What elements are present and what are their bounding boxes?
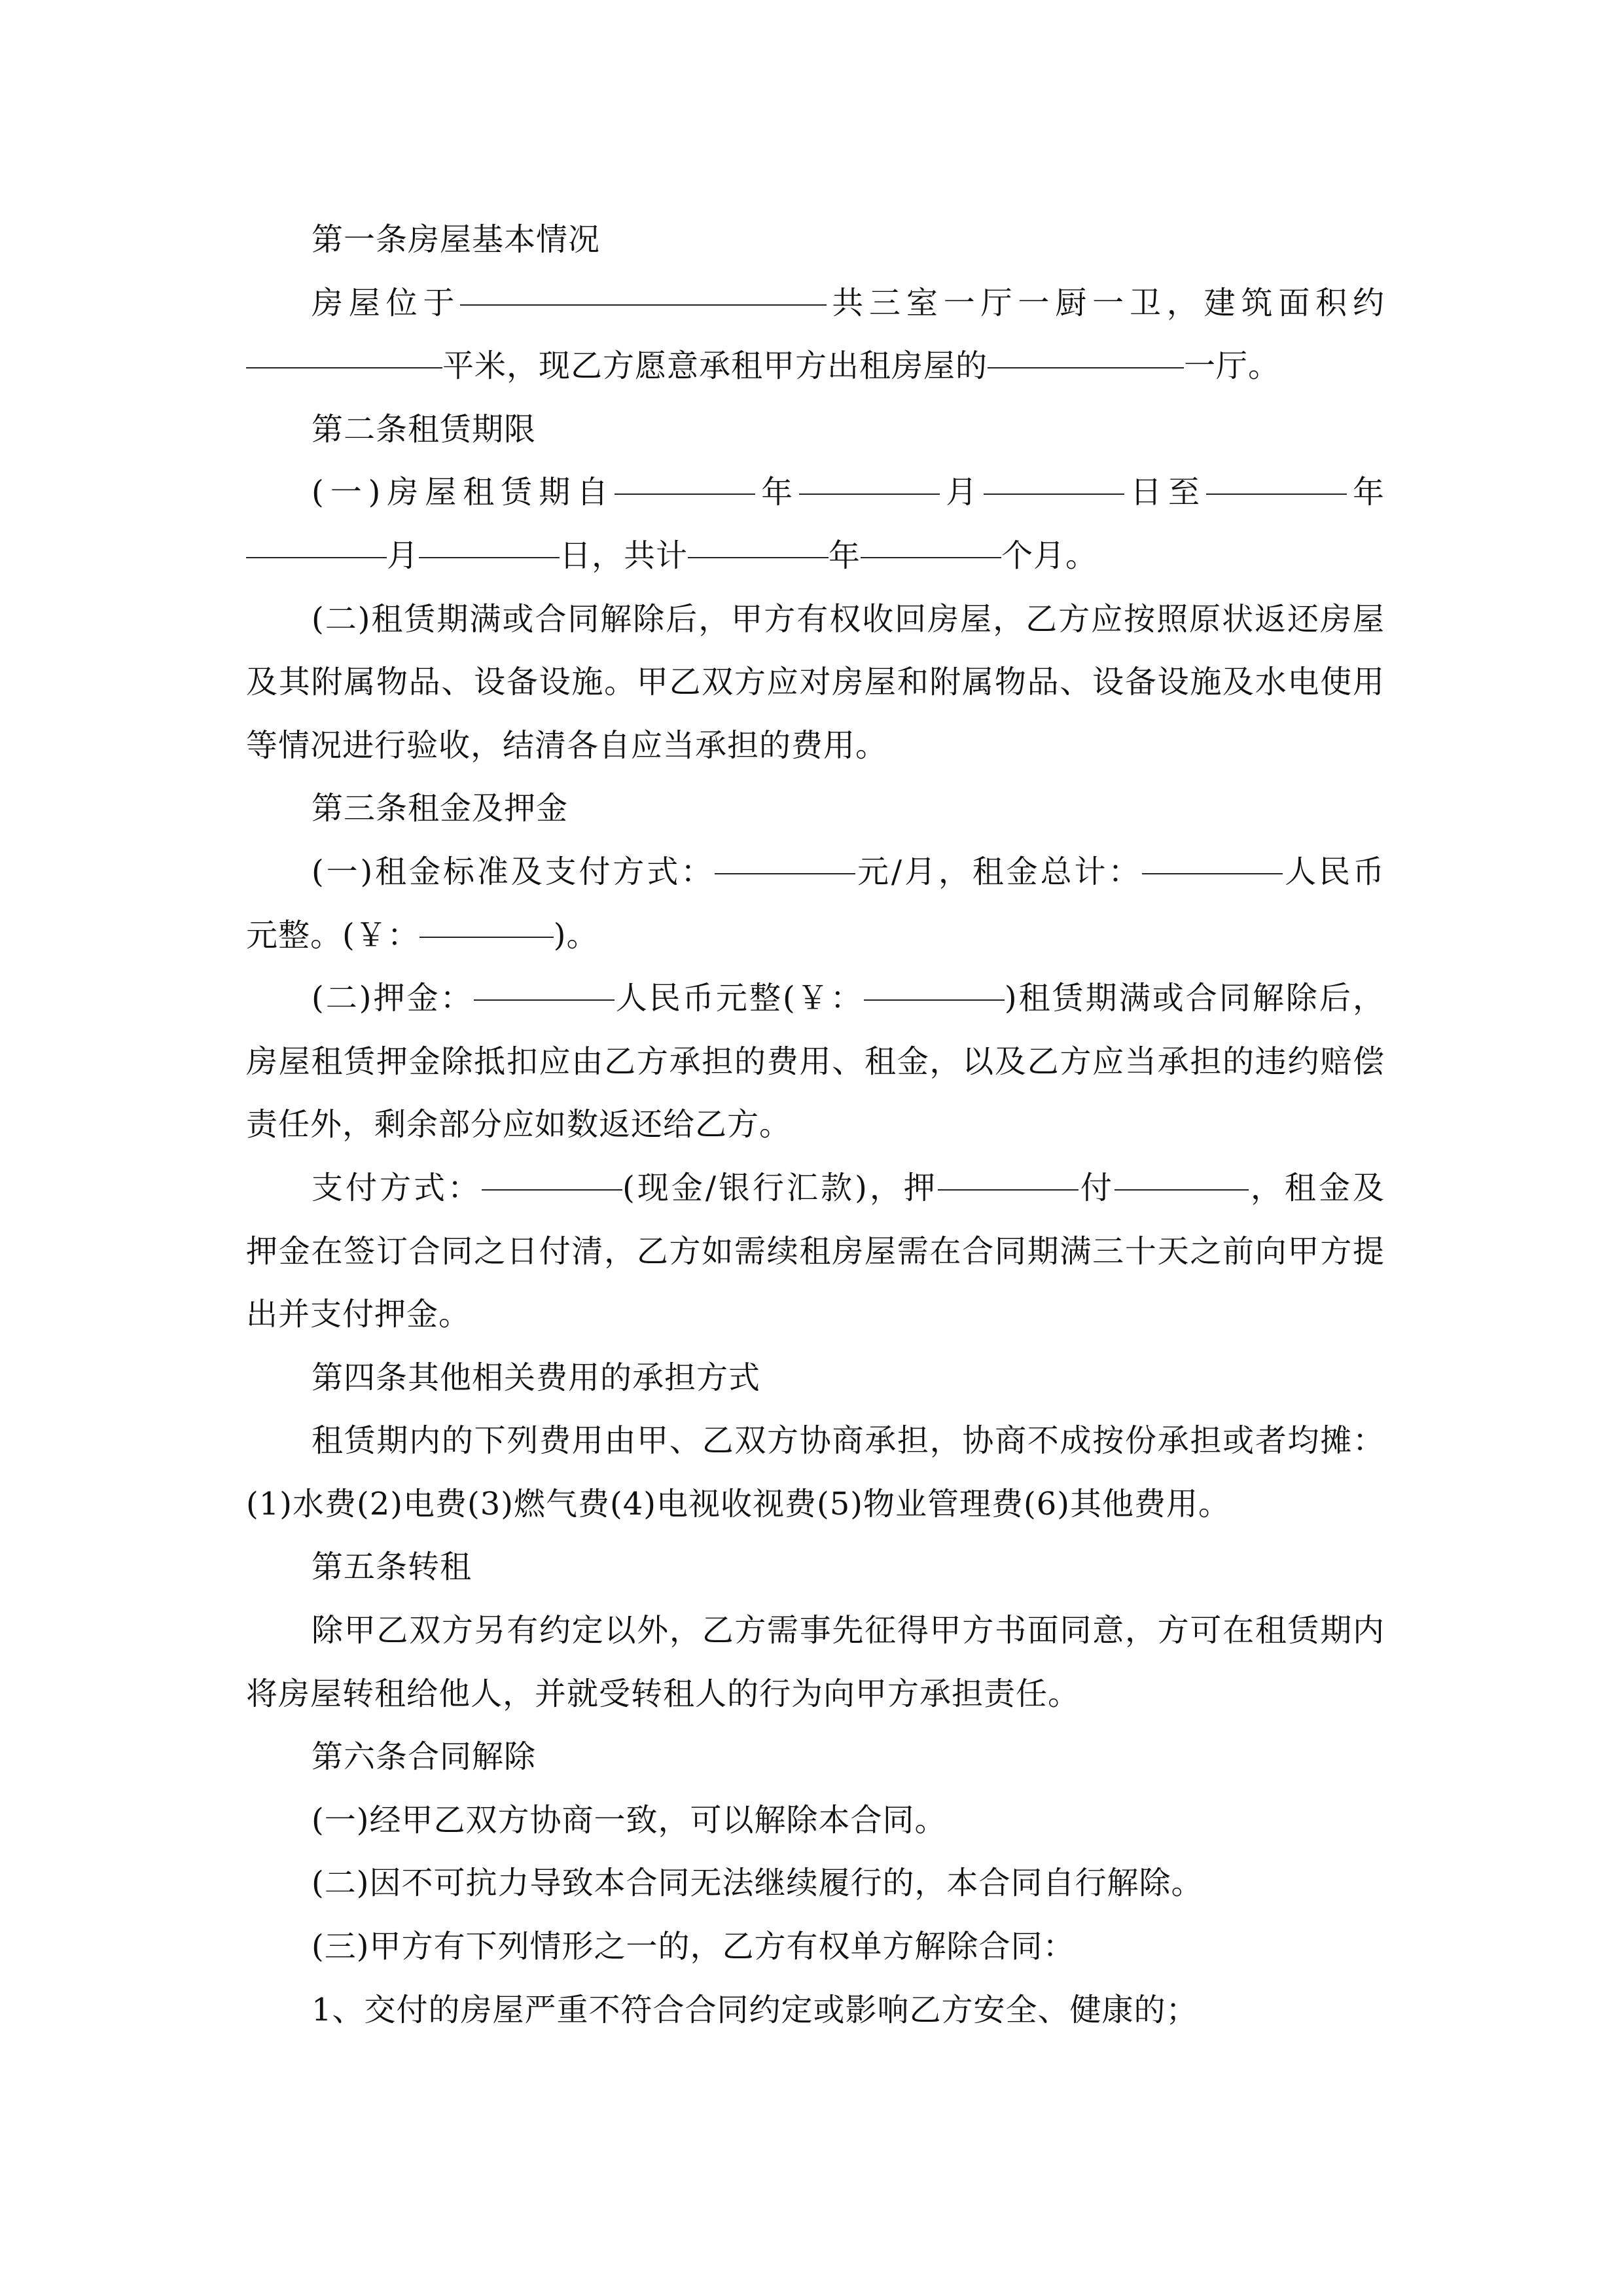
text: 平米，现乙方愿意承租甲方出租房屋的: [442, 348, 988, 385]
article-3-para-2-line-2: 房屋租赁押金除抵扣应由乙方承担的费用、租金，以及乙方应当承担的违约赔偿: [246, 1043, 1385, 1080]
article-1-heading: 第一条房屋基本情况: [312, 221, 601, 258]
text: 月: [387, 537, 419, 574]
text: 付: [1078, 1169, 1115, 1206]
text: 月: [940, 474, 984, 511]
text: 人民币元整(￥：: [614, 980, 864, 1017]
text: 共三室一厅一厨一卫，建筑面积约: [827, 284, 1385, 321]
start-day-blank[interactable]: [984, 493, 1124, 495]
text: 日，共计: [560, 537, 688, 574]
deposit-months-blank[interactable]: [938, 1189, 1079, 1191]
text: 元/月，租金总计：: [855, 853, 1143, 890]
article-3-para-1-line-1: [246, 840, 1385, 904]
area-blank[interactable]: [246, 367, 442, 368]
text: )租赁期满或合同解除后，: [1004, 980, 1385, 1017]
article-4-line-1: 租赁期内的下列费用由甲、乙双方协商承担，协商不成按份承担或者均摊：: [312, 1422, 1385, 1460]
article-1-line-1: [246, 272, 1385, 335]
article-2-line-1: [246, 461, 1385, 524]
article-6-heading: 第六条合同解除: [312, 1738, 537, 1776]
article-3-para-1-line-2: [246, 904, 1385, 967]
text: 年: [1347, 474, 1385, 511]
article-6-item-2: (二)因不可抗力导致本合同无法继续履行的，本合同自行解除。: [312, 1865, 1204, 1902]
start-month-blank[interactable]: [799, 493, 940, 495]
deposit-blank[interactable]: [474, 999, 615, 1001]
article-3-para-3-line-2: 押金在签订合同之日付清，乙方如需续租房屋需在合同期满三十天之前向甲方提: [246, 1232, 1385, 1270]
rent-total-blank[interactable]: [1142, 872, 1283, 874]
text: (现金/银行汇款)，押: [622, 1169, 938, 1206]
article-3-heading: 第三条租金及押金: [312, 790, 569, 827]
rent-total-yen-blank[interactable]: [419, 936, 554, 938]
text: (一)租金标准及支付方式：: [312, 853, 715, 890]
room-blank[interactable]: [988, 367, 1184, 368]
text: 个月。: [1001, 537, 1098, 574]
deposit-yen-blank[interactable]: [864, 999, 1005, 1001]
text: 元整。(￥：: [246, 916, 419, 954]
article-2-para-2-line-3: 等情况进行验收，结清各自应当承担的费用。: [246, 726, 888, 764]
pay-months-blank[interactable]: [1115, 1189, 1249, 1191]
article-2-heading: 第二条租赁期限: [312, 410, 537, 448]
total-month-blank[interactable]: [861, 556, 1001, 558]
article-1-line-2: [246, 334, 1385, 398]
end-year-blank[interactable]: [1206, 493, 1347, 495]
payment-method-blank[interactable]: [482, 1189, 622, 1191]
text: (一)房屋租赁期自: [312, 474, 615, 511]
article-3-para-3-line-3: 出并支付押金。: [246, 1296, 471, 1333]
article-3-para-2-line-3: 责任外，剩余部分应如数返还给乙方。: [246, 1106, 792, 1143]
start-year-blank[interactable]: [615, 493, 755, 495]
end-month-blank[interactable]: [246, 556, 387, 558]
article-3-para-2-line-1: [246, 967, 1385, 1030]
contract-page: [246, 208, 1385, 2041]
rent-per-month-blank[interactable]: [715, 872, 855, 874]
article-2-para-2-line-2: 及其附属物品、设备设施。甲乙双方应对房屋和附属物品、设备设施及水电使用: [246, 664, 1385, 701]
text: 年: [829, 537, 861, 574]
total-year-blank[interactable]: [688, 556, 829, 558]
text: (二)押金：: [312, 980, 474, 1017]
text: 一厅。: [1184, 348, 1281, 385]
article-6-item-1: (一)经甲乙双方协商一致，可以解除本合同。: [312, 1801, 947, 1839]
text: 日至: [1124, 474, 1207, 511]
article-5-line-1: 除甲乙双方另有约定以外，乙方需事先征得甲方书面同意，方可在租赁期内: [312, 1612, 1385, 1649]
article-3-para-3-line-1: [246, 1157, 1385, 1220]
article-2-line-2: [246, 524, 1385, 588]
article-5-heading: 第五条转租: [312, 1549, 473, 1586]
end-day-blank[interactable]: [419, 556, 560, 558]
article-4-heading: 第四条其他相关费用的承担方式: [312, 1359, 761, 1396]
article-5-line-2: 将房屋转租给他人，并就受转租人的行为向甲方承担责任。: [246, 1675, 1080, 1712]
article-4-line-2: (1)水费(2)电费(3)燃气费(4)电视收视费(5)物业管理费(6)其他费用。: [246, 1485, 1230, 1522]
text: 支付方式：: [312, 1169, 482, 1206]
address-blank[interactable]: [460, 304, 827, 306]
text: 人民币: [1283, 853, 1385, 890]
article-6-item-3: (三)甲方有下列情形之一的，乙方有权单方解除合同：: [312, 1928, 1075, 1965]
text: 房屋位于: [312, 284, 461, 321]
text: 年: [755, 474, 800, 511]
article-2-para-2-line-1: (二)租赁期满或合同解除后，甲方有权收回房屋，乙方应按照原状返还房屋: [312, 600, 1385, 637]
text: )。: [553, 916, 599, 954]
text: ，租金及: [1248, 1169, 1385, 1206]
article-6-item-4: 1、交付的房屋严重不符合合同约定或影响乙方安全、健康的；: [312, 1991, 1198, 2028]
